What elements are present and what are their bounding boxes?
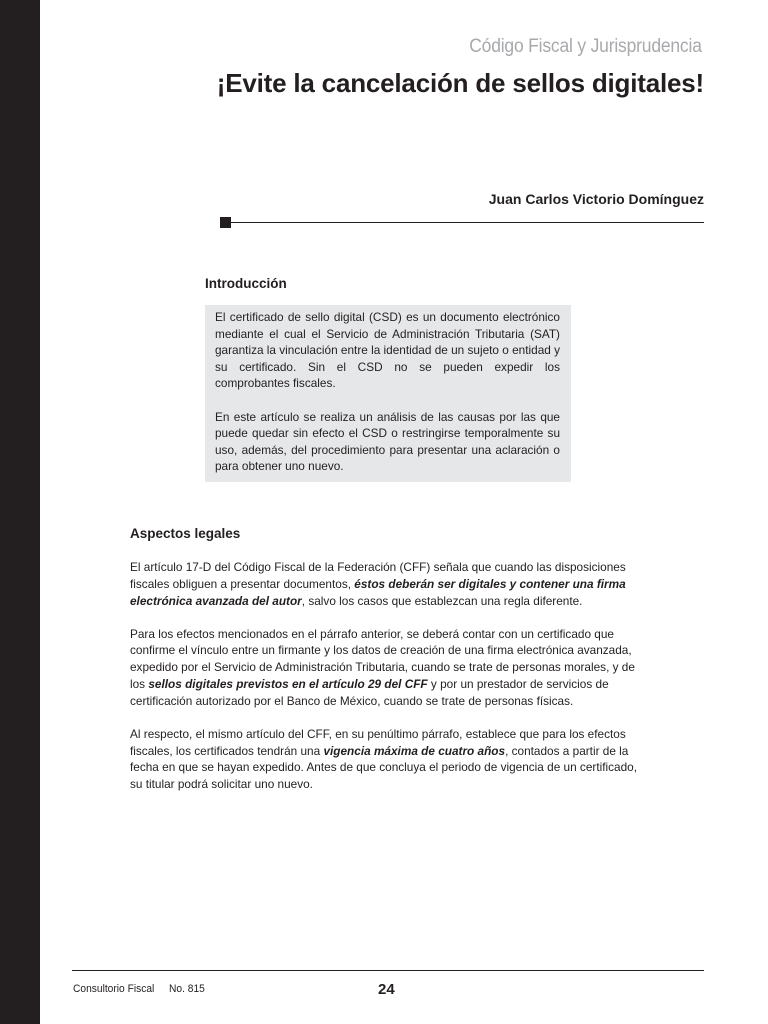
divider-line: [231, 222, 704, 223]
intro-summary-box: [205, 305, 571, 482]
author-name: Juan Carlos Victorio Domínguez: [488, 191, 704, 207]
legal-aspects-heading: Aspectos legales: [130, 526, 241, 541]
article-title: ¡Evite la cancelación de sellos digitales!: [216, 68, 704, 98]
footer-issue-number: No. 815: [169, 983, 205, 995]
intro-paragraph: En este artículo se realiza un análisis de las causas por las que puede quedar sin efecto el CSD o restringirse temporalmente su uso, además, del procedimiento para presentar una aclaración o para obtener uno nuevo.: [215, 409, 560, 474]
divider-square: [220, 217, 231, 228]
body-paragraph: El artículo 17-D del Código Fiscal de la Federación (CFF) señala que cuando las disposiciones fiscales obliguen a presentar documentos, éstos deberán ser digitales y contener una firma electrónica avanzada del autor, salvo los casos que establezcan una regla diferente.: [130, 560, 626, 608]
footer-magazine-name: Consultorio Fiscal: [73, 983, 155, 995]
emphasis-text: vigencia máxima de cuatro años: [323, 743, 506, 758]
body-paragraph: Al respecto, el mismo artículo del CFF, en su penúltimo párrafo, establece que para los efectos fiscales, los certificados tendrán una vigencia máxima de cuatro años, contados a partir de la fecha en que se hayan expedido. Antes de que concluya el periodo de vigencia de un certificado, su titular podrá solicitar uno nuevo.: [130, 726, 637, 792]
body-paragraph: Para los efectos mencionados en el párrafo anterior, se deberá contar con un certificado que confirme el vínculo entre un firmante y los datos de creación de una firma electrónica avanzada, expedido por el Servicio de Administración Tributaria, cuando se trate de personas morales, y de los sellos digitales previstos en el artículo 29 del CFF y por un prestador de servicios de certificación autorizado por el Banco de México, cuando se trate de personas físicas.: [130, 626, 635, 708]
emphasis-text: sellos digitales previstos en el artículo 29 del CFF: [148, 676, 428, 691]
emphasis-text: éstos deberán ser digitales y contener una firma electrónica avanzada del autor: [130, 576, 626, 608]
page-side-bar: [0, 0, 40, 1024]
legal-aspects-body: [130, 559, 644, 809]
intro-paragraph: El certificado de sello digital (CSD) es un documento electrónico mediante el cual el Servicio de Administración Tributaria (SAT) garantiza la vinculación entre la identidad de un sujeto o entidad y su certificado. Sin el CSD no se pueden expedir los comprobantes fiscales.: [215, 310, 560, 391]
page-number: 24: [378, 981, 395, 998]
intro-heading: Introducción: [205, 276, 287, 291]
footer-rule: [72, 970, 704, 971]
section-label: Código Fiscal y Jurisprudencia: [469, 36, 702, 57]
